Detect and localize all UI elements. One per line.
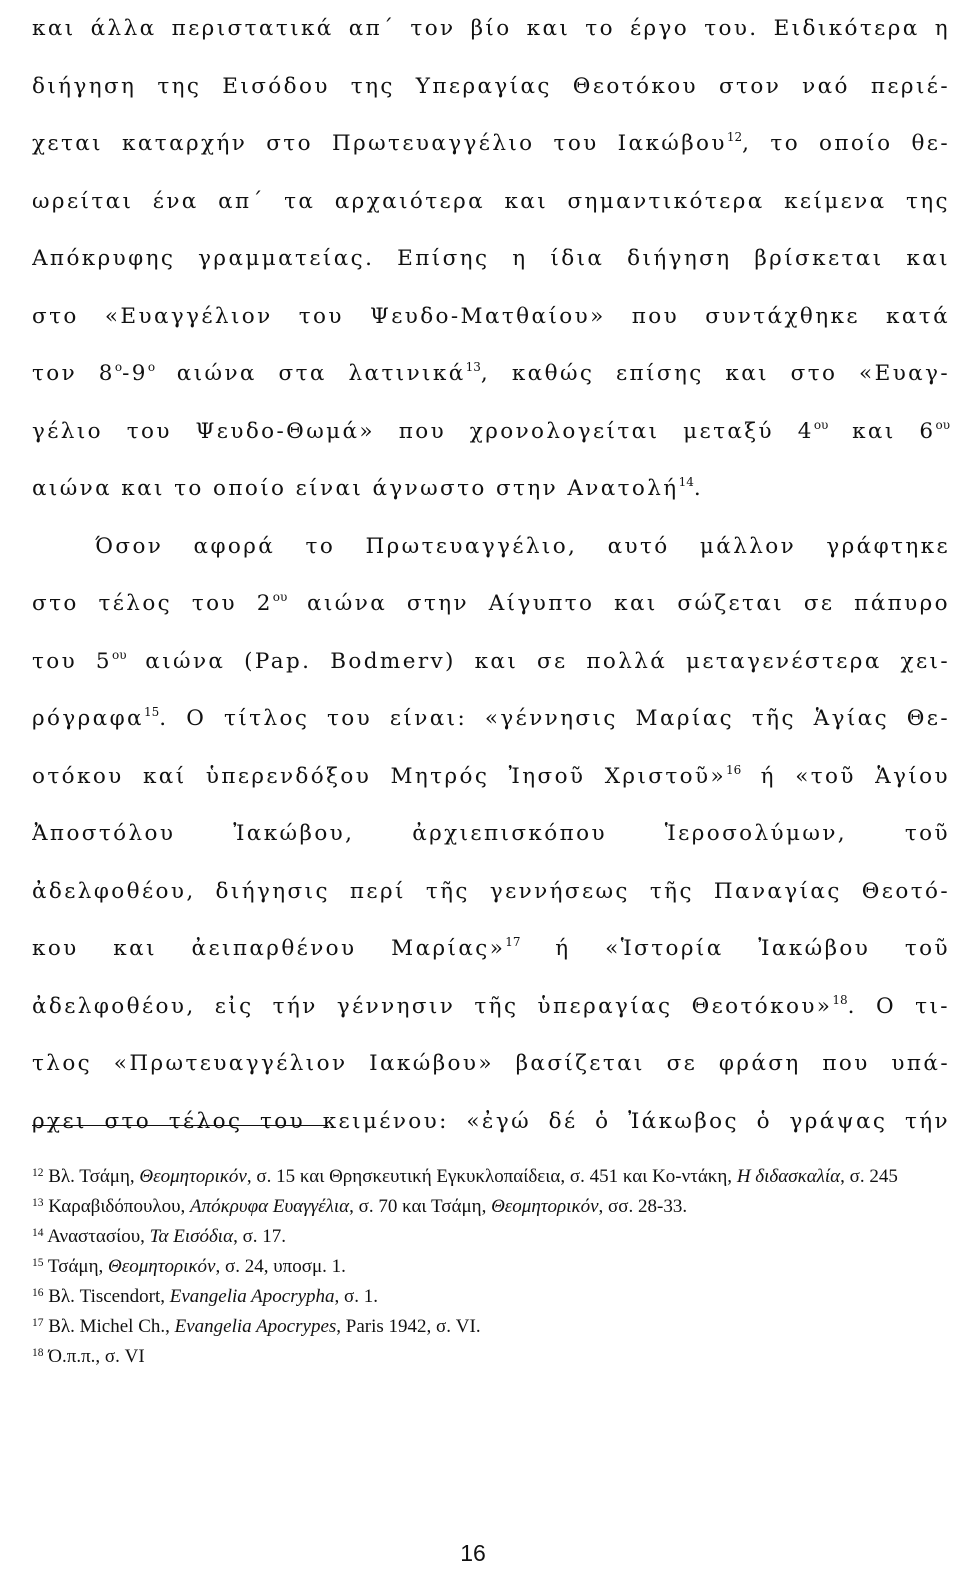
text-segment: , το οποίο θε- <box>742 131 950 156</box>
footnote-text: , σ. 15 και Θρησκευτική Εγκυκλοπαίδεια, σ. 451 και Κο-ντάκη, <box>246 1166 737 1187</box>
text-line <box>32 403 950 461</box>
footnote-number: 12 <box>32 1167 44 1179</box>
footnote-text: , Paris 1942, σ. VI. <box>336 1316 481 1337</box>
footnotes <box>32 1162 944 1372</box>
ordinal-suffix: ου <box>813 417 829 432</box>
footnote-13 <box>32 1192 944 1222</box>
footnote-text: Ό.π.π., σ. VI <box>43 1346 145 1367</box>
footnote-ref[interactable]: 13 <box>465 360 481 374</box>
footnote-text: Καραβιδόπουλου, <box>43 1196 191 1217</box>
text-segment: αιώνα (Pap. Bodmerv) και σε πολλά μεταγενέστερα χει- <box>126 648 950 674</box>
footnote-text: Βλ. Τσάμη, <box>43 1166 140 1187</box>
text-segment: Ἀποστόλου Ἰακώβου, ἀρχιεπισκόπου Ἱεροσολύμων, τοῦ <box>32 821 950 846</box>
footnote-ref[interactable]: 18 <box>832 992 848 1007</box>
footnote-text: , σ. 17. <box>233 1226 287 1247</box>
text-segment: , καθώς επίσης και στο «Ευαγ- <box>480 361 950 386</box>
text-line <box>32 748 950 806</box>
text-line <box>32 345 950 403</box>
footnote-title: Η διδασκαλία <box>736 1166 841 1187</box>
text-segment: οτόκου καί ὑπερενδόξου Μητρός Ἰησοῦ Χριστοῦ» <box>32 763 727 789</box>
text-segment: ἀδελφοθέου, εἰς τήν γέννησιν τῆς ὑπεραγίας Θεοτόκου» <box>32 993 833 1019</box>
ordinal-suffix: ου <box>272 590 288 604</box>
footnote-title: Evangelia Apocrypes <box>174 1316 337 1337</box>
footnote-text: , σ. 245 <box>840 1166 898 1187</box>
footnote-number: 15 <box>32 1257 44 1269</box>
footnote-14 <box>32 1222 944 1252</box>
text-segment: και άλλα περιστατικά απ΄ τον βίο και το έργο του. Ειδικότερα η <box>32 16 950 41</box>
footnote-ref[interactable]: 14 <box>678 475 694 489</box>
page-number: 16 <box>460 1540 486 1566</box>
text-segment: τλος «Πρωτευαγγέλιον Ιακώβου» βασίζεται σε φράση που υπά- <box>32 1051 950 1076</box>
text-segment: ρόγραφα <box>32 706 144 731</box>
text-segment: ή «Ἱστορία Ἰακώβου τοῦ <box>520 936 950 961</box>
footnote-title: Απόκρυφα Ευαγγέλια <box>190 1196 350 1217</box>
text-line <box>32 0 950 58</box>
text-line <box>32 173 950 231</box>
text-segment: τον 8 <box>32 361 115 386</box>
ordinal-suffix: ο <box>114 360 123 374</box>
text-line <box>32 115 950 173</box>
text-segment: στο τέλος του 2 <box>32 591 273 616</box>
text-line <box>32 805 950 863</box>
footnote-ref[interactable]: 15 <box>143 705 160 719</box>
text-segment: -9 <box>122 361 148 386</box>
main-text <box>32 0 950 1150</box>
ordinal-suffix: ου <box>111 647 127 662</box>
footnote-15 <box>32 1252 944 1282</box>
ordinal-suffix: ο <box>147 360 156 374</box>
text-line <box>32 863 950 921</box>
footnote-title: Τα Εισόδια <box>149 1226 234 1247</box>
footnote-17 <box>32 1312 944 1342</box>
footnote-number: 14 <box>32 1227 44 1239</box>
text-segment: Απόκρυφης γραμματείας. Επίσης η ίδια διήγηση βρίσκεται και <box>32 246 950 271</box>
text-line <box>32 518 950 576</box>
footnote-16 <box>32 1282 944 1312</box>
text-segment: στο «Ευαγγέλιον του Ψευδο-Ματθαίου» που συντάχθηκε κατά <box>32 303 950 329</box>
text-segment: . <box>693 476 704 501</box>
text-line <box>32 230 950 288</box>
text-segment: . Ο τίτλος του είναι: «γέννησις Μαρίας τῆς Ἁγίας Θε- <box>159 706 950 731</box>
footnote-text: , σ. 24, υποσμ. 1. <box>215 1256 346 1277</box>
text-segment: . Ο τι- <box>847 993 950 1019</box>
footnote-text: , σσ. 28-33. <box>598 1196 688 1217</box>
text-segment: ή «τοῦ Ἁγίου <box>741 763 950 789</box>
text-segment: του 5 <box>32 648 112 674</box>
footnote-ref[interactable]: 12 <box>726 130 743 144</box>
footnote-text: , σ. 70 και Τσάμη, <box>349 1196 492 1217</box>
footnote-text: Βλ. Michel Ch., <box>43 1316 175 1337</box>
footnote-number: 18 <box>32 1347 44 1359</box>
ordinal-suffix: ου <box>935 417 950 432</box>
footnote-number: 17 <box>32 1317 44 1329</box>
text-line <box>32 1093 950 1151</box>
footnote-text: Τσάμη, <box>43 1256 109 1277</box>
text-line <box>32 978 950 1036</box>
footnote-separator <box>32 1125 328 1126</box>
footnote-text: Βλ. Tiscendort, <box>43 1286 170 1307</box>
footnote-ref[interactable]: 16 <box>726 762 742 777</box>
footnote-title: Evangelia Apocrypha <box>169 1286 335 1307</box>
footnote-text: Αναστασίου, <box>43 1226 150 1247</box>
text-segment: Όσον αφορά το Πρωτευαγγέλιο, αυτό μάλλον γράφτηκε <box>95 533 950 559</box>
text-segment: γέλιο του Ψευδο-Θωμά» που χρονολογείται μεταξύ 4 <box>32 418 814 444</box>
text-segment: διήγηση της Εισόδου της Υπεραγίας Θεοτόκου στον ναό περιέ- <box>32 73 950 99</box>
footnote-number: 13 <box>32 1197 44 1209</box>
text-segment: ρχει στο τέλος του κειμένου: «ἐγώ δέ ὁ Ἰάκωβος ὁ γράψας τήν <box>32 1108 950 1134</box>
text-segment: αιώνα στην Αίγυπτο και σώζεται σε πάπυρο <box>287 591 950 616</box>
text-segment: ἀδελφοθέου, διήγησις περί τῆς γεννήσεως τῆς Παναγίας Θεοτό- <box>32 878 950 904</box>
footnote-text: , σ. 1. <box>334 1286 379 1307</box>
text-line <box>32 460 950 518</box>
footnote-title: Θεομητορικόν <box>108 1256 216 1277</box>
text-line <box>32 288 950 346</box>
text-line <box>32 58 950 116</box>
footnote-number: 16 <box>32 1287 44 1299</box>
footnote-ref[interactable]: 17 <box>505 935 521 949</box>
text-segment: και 6 <box>828 418 936 444</box>
text-segment: αιώνα και το οποίο είναι άγνωστο στην Ανατολή <box>32 476 679 501</box>
text-line <box>32 575 950 633</box>
text-segment: χεται καταρχήν στο Πρωτευαγγέλιο του Ιακώβου <box>32 131 727 156</box>
text-line <box>32 690 950 748</box>
text-segment: ωρείται ένα απ΄ τα αρχαιότερα και σημαντικότερα κείμενα της <box>32 188 950 214</box>
footnote-title: Θεομητορικόν <box>491 1196 599 1217</box>
text-line <box>32 633 950 691</box>
text-segment: αιώνα στα λατινικά <box>155 361 466 386</box>
text-line <box>32 920 950 978</box>
footnote-title: Θεομητορικόν <box>139 1166 247 1187</box>
text-line <box>32 1035 950 1093</box>
footnote-12 <box>32 1162 944 1192</box>
text-segment: κου και ἀειπαρθένου Μαρίας» <box>32 936 506 961</box>
footnote-18 <box>32 1342 944 1372</box>
